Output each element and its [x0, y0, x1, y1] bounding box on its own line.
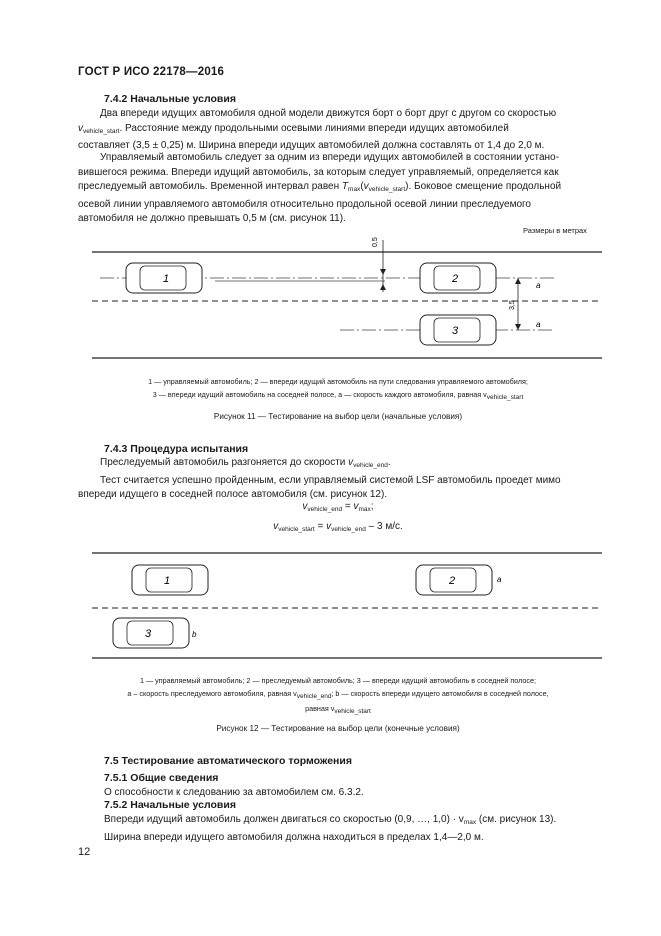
- subscript: max: [358, 506, 371, 513]
- car-3: [113, 618, 189, 648]
- line: Два впереди идущих автомобиля одной модели движутся борт о борт друг с другом со скоростью: [100, 108, 557, 119]
- subscript: max: [463, 819, 477, 826]
- section-title-7-4-3: 7.4.3 Процедура испытания: [104, 443, 249, 455]
- line: впереди идущего в соседней полосе автомобиля (см. рисунок 12).: [78, 489, 388, 501]
- line: осевой линии управляемого автомобиля относительно продольной осевой линии преследуемого: [78, 198, 531, 210]
- dim-05-label: 0,5: [372, 237, 379, 247]
- text: .: [387, 457, 391, 468]
- figure-11-caption: Рисунок 11 — Тестирование на выбор цели (начальные условия): [213, 412, 463, 421]
- var-v: v: [78, 122, 83, 134]
- paragraph-7-4-3: [78, 456, 598, 503]
- subscript: vehicle_end: [331, 526, 366, 533]
- text: a – скорость преследуемого автомобиля, равная v: [127, 688, 297, 698]
- var: v: [273, 521, 279, 532]
- legend-line: [78, 388, 598, 404]
- figure-12-legend: [78, 675, 598, 719]
- text: равная v: [305, 704, 335, 713]
- car-1: [132, 565, 208, 595]
- subscript: vehicle_start: [334, 708, 371, 715]
- car-1: [126, 263, 202, 293]
- legend-line: 1 — управляемый автомобиль; 2 — преследуемый автомобиль; 3 — впереди идущий автомобиль в соседней полосе;: [140, 676, 536, 685]
- text: (см. рисунок 13).: [476, 814, 557, 825]
- line: преследуемый автомобиль. Временной интервал равен $T_{max}(v_{vehicle\_start})$. Боковое смещение продольной: [78, 181, 562, 194]
- line: [78, 122, 598, 140]
- line: Тест считается успешно пройденным, если управляемый системой LSF автомобиль проедет мимо: [100, 474, 561, 486]
- section-title-7-5-2: 7.5.2 Начальные условия: [104, 799, 236, 811]
- var: v: [353, 501, 359, 512]
- dimension-note: Размеры в метрах: [523, 226, 587, 235]
- page-number: 12: [78, 846, 91, 858]
- var-t: T: [341, 181, 349, 193]
- formula-1: [78, 501, 598, 513]
- text: ). Боковое смещение продольной: [405, 181, 562, 193]
- car-label: 2: [452, 273, 459, 285]
- car-label: 1: [164, 575, 171, 587]
- legend-line: [78, 688, 598, 704]
- document-header: ГОСТ Р ИСО 22178—2016: [78, 66, 225, 78]
- subscript: vehicle_start: [278, 526, 315, 533]
- arrow-head: [380, 284, 386, 290]
- formula-2: [78, 521, 598, 533]
- car-label: 1: [163, 273, 170, 285]
- text: 3 — впереди идущий автомобиль на соседней полосе, a — скорость каждого автомобиля, равная v: [152, 390, 487, 399]
- text: =: [314, 521, 327, 532]
- legend-line: 1 — управляемый автомобиль; 2 — впереди идущий автомобиль на пути следования управляемого автомобиля;: [148, 377, 528, 386]
- text: ; b — скорость впереди идущего автомобиля в соседней полосе,: [331, 688, 549, 698]
- label-a: a: [536, 281, 541, 290]
- car-label: 3: [452, 325, 459, 337]
- line: составляет (3,5 ± 0,25) м. Ширина впереди идущих автомобилей должна составлять от 1,4 до 2,0 м.: [78, 140, 545, 152]
- subscript: max: [348, 186, 361, 194]
- legend-line: [78, 703, 598, 719]
- text: преследуемый автомобиль. Временной интервал равен: [78, 181, 342, 193]
- dim-35-label: 3,5: [509, 300, 516, 310]
- subscript: vehicle_end: [307, 506, 343, 513]
- paragraph-7-5-1: О способности к следованию за автомобилем см. 6.3.2.: [104, 787, 364, 798]
- figure-12-diagram: [0, 545, 661, 665]
- paragraph-7-4-2-2: [78, 151, 598, 227]
- car-label: 3: [145, 628, 152, 640]
- var: v: [326, 521, 332, 532]
- text: ;: [370, 501, 374, 512]
- label-b: b: [192, 630, 197, 639]
- section-title-7-5: 7.5 Тестирование автоматического торможения: [104, 755, 352, 767]
- line: Управляемый автомобиль следует за одним из впереди идущих автомобилей в состоянии устано-: [100, 152, 559, 163]
- figure-11-legend: [78, 375, 598, 404]
- section-title-7-4-2: 7.4.2 Начальные условия: [104, 93, 236, 105]
- line: [78, 456, 598, 474]
- paragraph-7-5-2: [104, 813, 604, 845]
- line: Ширина впереди идущего автомобиля должна находиться в пределах 1,4—2,0 м.: [104, 831, 484, 843]
- paragraph-7-4-2-1: [78, 107, 598, 154]
- figure-12-caption: Рисунок 12 — Тестирование на выбор цели (конечные условия): [216, 724, 460, 733]
- car-3: [420, 315, 496, 345]
- text: . Расстояние между продольными осевыми линиями впереди идущих автомобилей: [119, 122, 509, 134]
- text: Впереди идущий автомобиль должен двигаться со скоростью (0,9, …, 1,0) · v: [104, 814, 464, 825]
- var: v: [302, 501, 308, 512]
- label-a: a: [536, 320, 541, 329]
- text: – 3 м/с.: [365, 521, 403, 532]
- subscript: vehicle_start: [368, 186, 406, 194]
- text: =: [342, 501, 354, 512]
- subscript: vehicle_start: [486, 394, 524, 401]
- car-2: [416, 565, 492, 595]
- figure-11-diagram: [0, 230, 661, 365]
- car-label: 2: [449, 575, 456, 587]
- label-a: a: [497, 575, 502, 584]
- line: [104, 813, 604, 831]
- var-v: v: [363, 181, 369, 193]
- arrow-head: [515, 324, 521, 330]
- subscript: vehicle_end: [353, 462, 388, 469]
- text: Преследуемый автомобиль разгоняется до скорости: [100, 457, 349, 468]
- subscript: vehicle_end: [296, 692, 332, 700]
- car-2: [420, 263, 496, 293]
- section-title-7-5-1: 7.5.1 Общие сведения: [104, 772, 219, 784]
- line: автомобиля не должно превышать 0,5 м (см. рисунок 11).: [78, 213, 346, 225]
- var-v: v: [348, 457, 354, 468]
- subscript: vehicle_start: [83, 127, 120, 135]
- arrow-head: [515, 278, 521, 284]
- arrow-head: [380, 269, 386, 275]
- line: вившегося режима. Впереди идущий автомобиль, за которым следует управляемый, определяется как: [78, 166, 559, 178]
